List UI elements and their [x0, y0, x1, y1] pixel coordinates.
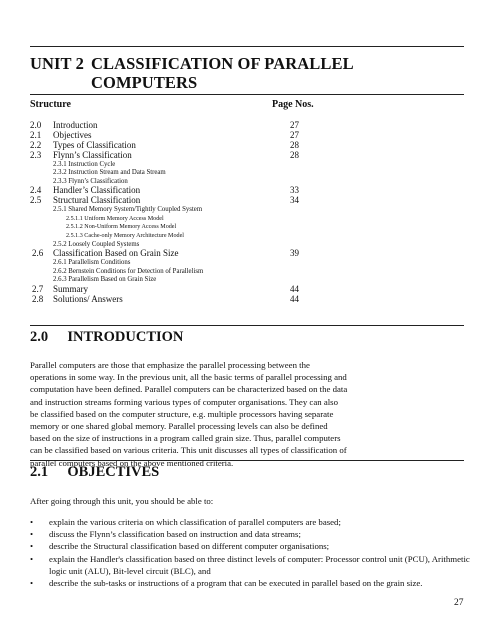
unit-number: UNIT 2: [30, 54, 84, 73]
toc-entry-title: Introduction: [53, 120, 98, 130]
objective-text: describe the Structural classification based on different computer organisations;: [49, 541, 330, 552]
toc-entry-title: Objectives: [53, 129, 92, 140]
toc-entry: [30, 276, 464, 285]
toc-entry-number: 2.5: [30, 195, 42, 206]
toc-entry-page: 34: [290, 195, 299, 206]
intro-paragraph: [30, 359, 470, 469]
toc-entry-title: Classification Based on Grain Size: [53, 248, 179, 259]
toc-entry-title: Solutions/ Answers: [53, 293, 123, 304]
toc-subentry: [53, 259, 130, 268]
toc-subentry-number: 2.5.1.2: [66, 224, 83, 231]
toc-subentry-title: Uniform Memory Access Model: [84, 215, 164, 222]
toc-subentry-number: 2.5.2: [53, 240, 67, 248]
objective-item: [30, 528, 470, 540]
toc-entry: [30, 295, 464, 305]
toc-subentry: [66, 223, 176, 232]
toc-subentry-number: 2.3.3: [53, 177, 67, 185]
toc-subentry-title: Parallelism Conditions: [68, 258, 131, 266]
toc-subentry-title: Cache-only Memory Architecture Model: [84, 232, 184, 239]
toc-subentry-title: Non-Uniform Memory Access Model: [84, 224, 177, 231]
intro-heading: [30, 329, 183, 346]
toc-entry-number: 2.2: [30, 139, 42, 150]
section-rule-intro: [30, 325, 464, 326]
objectives-list: [30, 516, 470, 589]
toc-entry: [30, 169, 464, 178]
toc-entry: [30, 206, 464, 215]
toc-entry-number: 2.3: [30, 149, 42, 160]
unit-title-text: CLASSIFICATION OF PARALLEL COMPUTERS: [91, 54, 353, 92]
intro-heading-text: INTRODUCTION: [67, 329, 184, 345]
top-rule: [30, 46, 464, 47]
toc-subentry-title: Shared Memory System/Tightly Coupled System: [68, 206, 203, 214]
objective-item: [30, 516, 470, 528]
toc-entry-number: 2.4: [30, 185, 42, 196]
objective-item: [30, 540, 470, 552]
page-nos-label: Page Nos.: [272, 99, 314, 110]
intro-line: based on the size of instructions in a program called grain size. Thus, parallel computers: [30, 433, 341, 444]
toc-subentry-title: Flynn’s Classification: [68, 177, 128, 185]
bullet-icon: •: [30, 541, 34, 552]
intro-line: memory or one shared global memory. Parallel processing levels can also be defined: [30, 421, 328, 432]
toc-entry: [30, 223, 464, 232]
toc-entry: [30, 232, 464, 241]
objectives-heading: [30, 464, 159, 481]
intro-line: computation have been defined. Parallel computers can be characterized based on the data: [30, 384, 348, 395]
intro-line: and instruction streams forming various types of computer organisations. They can also: [30, 396, 338, 407]
toc-entry-number: 2.1: [30, 129, 42, 140]
title-rule: [30, 94, 464, 95]
toc-entry: [30, 259, 464, 268]
toc-subentry-title: Instruction Stream and Data Stream: [68, 169, 166, 177]
toc-entry-page: 44: [290, 293, 299, 304]
objective-item: [30, 553, 470, 577]
toc-entry: [30, 151, 464, 161]
toc-subentry: [53, 161, 115, 170]
toc-entry-title: Summary: [53, 283, 88, 294]
toc-subentry: [66, 215, 164, 224]
toc-subentry-title: Parallelism Based on Grain Size: [68, 276, 157, 284]
objectives-lead: After going through this unit, you should be able to:: [30, 496, 214, 506]
toc-entry-page: 44: [290, 283, 299, 294]
intro-line: Parallel computers are those that emphasize the parallel processing between the: [30, 360, 310, 370]
toc-subentry: [66, 232, 184, 241]
intro-line: parallel computers based on the above mentioned criteria.: [30, 457, 234, 468]
toc-subentry: [53, 268, 203, 277]
objective-text: describe the sub-tasks or instructions of a program that can be executed in parallel based on the grain size.: [49, 578, 423, 589]
bullet-icon: •: [30, 529, 34, 540]
toc-subentry-number: 2.5.1: [53, 206, 67, 214]
objective-text: explain the Handler's classification based on three distinct levels of computer: Processor control unit (PCU), Arithmetic logic unit (ALU), Bit-level circuit (BLC), and: [49, 553, 470, 576]
objective-item: [30, 577, 470, 589]
toc-entry-page: 27: [290, 129, 299, 140]
objective-text: discuss the Flynn’s classification based on instruction and data streams;: [49, 529, 301, 540]
intro-line: be classified based on the computer structure, e.g. multiple processors having separate: [30, 408, 334, 419]
toc-subentry-title: Instruction Cycle: [68, 160, 116, 168]
toc-subentry-number: 2.3.1: [53, 160, 67, 168]
section-rule-objectives: [30, 460, 464, 461]
toc-entry: [30, 268, 464, 277]
toc-entry-number: 2.0: [30, 120, 42, 130]
toc-entry-page: 27: [290, 120, 299, 130]
toc-entry-number: 2.7: [32, 283, 44, 294]
toc-subentry: [53, 169, 166, 178]
toc-entry-title: Flynn’s Classification: [53, 149, 132, 160]
structure-label: Structure: [30, 99, 71, 110]
toc-subentry-title: Loosely Coupled Systems: [68, 240, 140, 248]
toc-entry-title: Handler’s Classification: [53, 185, 141, 196]
toc-subentry-number: 2.5.1.1: [66, 215, 83, 222]
toc-subentry: [53, 206, 202, 215]
bullet-icon: •: [30, 517, 34, 527]
toc-entry-number: 2.8: [32, 293, 44, 304]
objectives-heading-text: OBJECTIVES: [67, 464, 160, 480]
intro-line: operations in some way. In the previous unit, all the basic terms of parallel processing and: [30, 372, 347, 383]
toc-subentry-title: Bernstein Conditions for Detection of Parallelism: [68, 267, 204, 275]
bullet-icon: •: [30, 578, 34, 589]
toc-entry: [30, 161, 464, 170]
toc-subentry-number: 2.6.2: [53, 267, 67, 275]
bullet-icon: •: [30, 553, 34, 564]
table-of-contents: [30, 121, 464, 305]
toc-entry-page: 39: [290, 248, 299, 259]
toc-subentry-number: 2.6.3: [53, 276, 67, 284]
objective-text: explain the various criteria on which classification of parallel computers are based;: [49, 517, 341, 527]
objectives-heading-number: 2.1: [30, 464, 49, 480]
page-number: 27: [454, 598, 464, 608]
toc-entry-page: 28: [290, 149, 299, 160]
toc-entry: [30, 249, 464, 259]
intro-heading-number: 2.0: [30, 329, 49, 345]
toc-entry: [30, 215, 464, 224]
toc-subentry-number: 2.3.2: [53, 169, 67, 177]
toc-entry-title: Structural Classification: [53, 195, 141, 206]
toc-entry-title: Types of Classification: [53, 139, 136, 150]
toc-entry-number: 2.6: [32, 248, 44, 259]
toc-entry-page: 33: [290, 185, 299, 196]
toc-subentry-number: 2.5.1.3: [66, 232, 83, 239]
toc-subentry-number: 2.6.1: [53, 258, 67, 266]
toc-entry: [30, 121, 464, 131]
toc-entry: [30, 196, 464, 206]
intro-line: can be classified based on various criteria. This unit discusses all types of classification of: [30, 445, 347, 456]
toc-entry-page: 28: [290, 139, 299, 150]
structure-header: [30, 99, 464, 110]
